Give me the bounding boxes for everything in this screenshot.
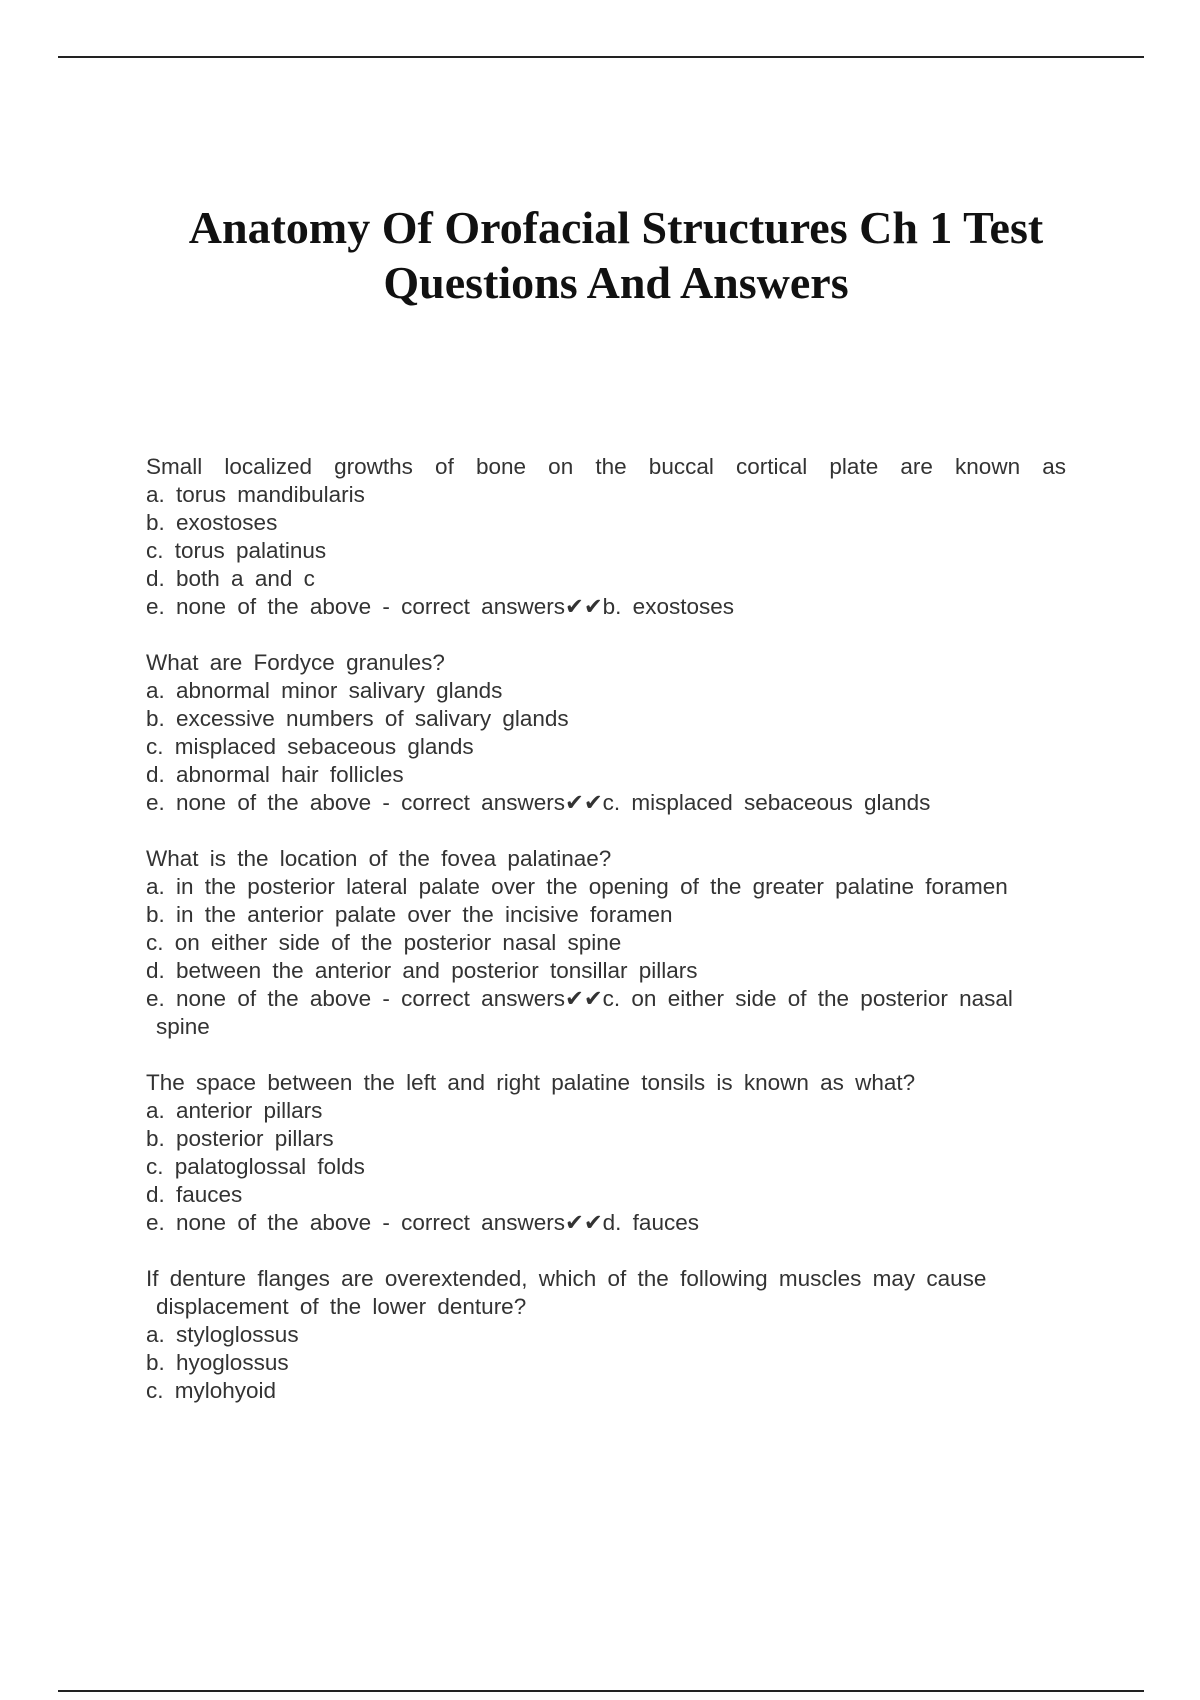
answer-option: a. torus mandibularis [146,482,365,507]
answer-option: c. torus palatinus [146,538,327,563]
answer-option: c. mylohyoid [146,1378,277,1403]
page-title: Anatomy Of Orofacial Structures Ch 1 Test Questions And Answers [188,202,1044,308]
answer-option: b. hyoglossus [146,1350,289,1375]
question-stem: What is the location of the fovea palatinae? [146,846,612,871]
question-block [146,1069,1066,1237]
question-stem: The space between the left and right palatine tonsils is known as what? [146,1070,916,1095]
question-block [146,1265,1066,1405]
answer-option: a. styloglossus [146,1322,299,1347]
question-stem: What are Fordyce granules? [146,650,445,675]
bottom-divider [58,1690,1144,1692]
answer-option: d. between the anterior and posterior tonsillar pillars [146,958,698,983]
answer-option: c. misplaced sebaceous glands [146,734,474,759]
answer-option-with-correct-answer: e. none of the above - correct answers✔✔b. exostoses [146,594,734,619]
answer-option: d. both a and c [146,566,315,591]
answer-option: d. abnormal hair follicles [146,762,404,787]
answer-option: a. abnormal minor salivary glands [146,678,503,703]
answer-option: b. excessive numbers of salivary glands [146,706,569,731]
answer-option-with-correct-answer: e. none of the above - correct answers✔✔c. on either side of the posterior nasal spine [146,986,1013,1039]
question-block [146,453,1066,621]
top-divider [58,56,1144,58]
answer-option: b. posterior pillars [146,1126,334,1151]
answer-option-with-correct-answer: e. none of the above - correct answers✔✔c. misplaced sebaceous glands [146,790,931,815]
question-stem: Small localized growths of bone on the buccal cortical plate are known as [146,454,1066,479]
answer-option: d. fauces [146,1182,243,1207]
answer-option: c. palatoglossal folds [146,1154,365,1179]
answer-option: b. exostoses [146,510,278,535]
answer-option: b. in the anterior palate over the incisive foramen [146,902,673,927]
question-list [146,453,1066,1433]
question-stem: If denture flanges are overextended, which of the following muscles may cause displacement of the lower denture? [146,1266,987,1319]
answer-option: a. in the posterior lateral palate over the opening of the greater palatine foramen [146,874,1008,899]
question-block [146,649,1066,817]
answer-option-with-correct-answer: e. none of the above - correct answers✔✔d. fauces [146,1210,699,1235]
question-block [146,845,1066,1041]
answer-option: c. on either side of the posterior nasal spine [146,930,622,955]
answer-option: a. anterior pillars [146,1098,323,1123]
